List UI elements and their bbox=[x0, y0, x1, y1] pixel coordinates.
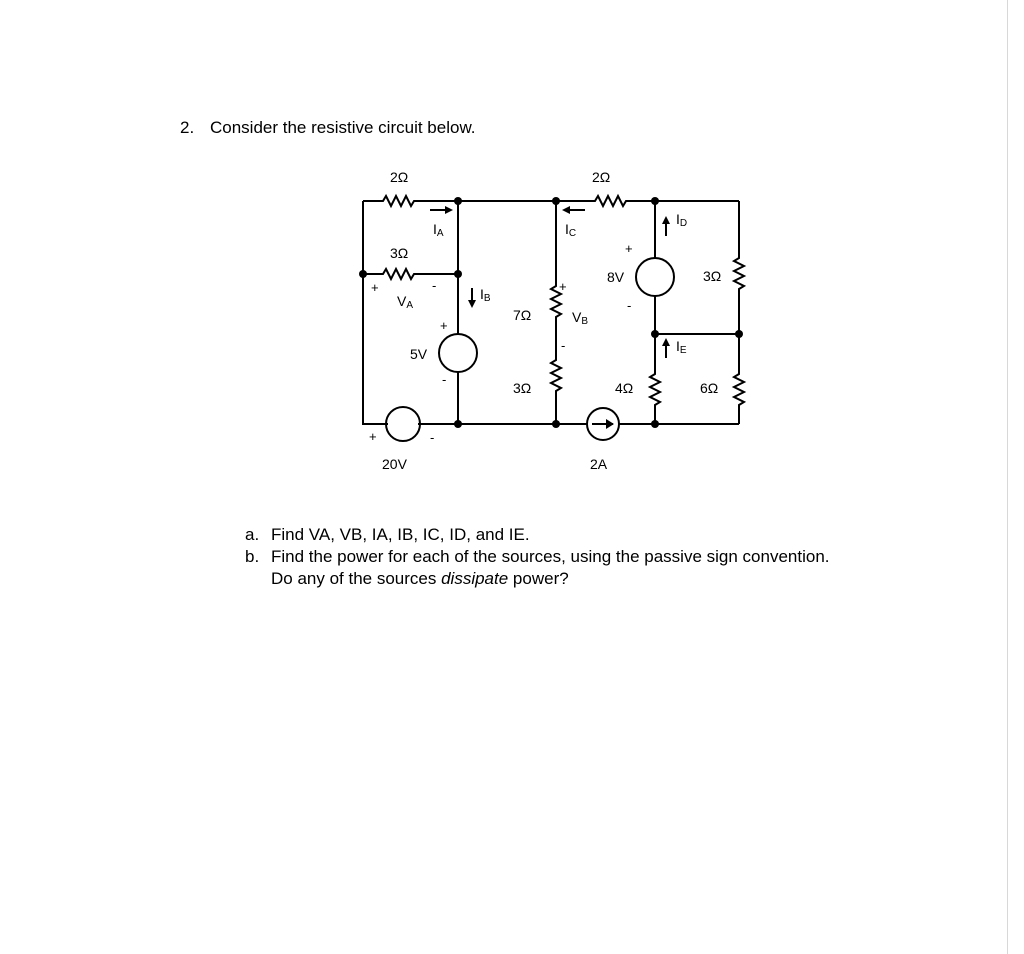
va-plus: + bbox=[371, 280, 379, 295]
part-b-label: b. bbox=[245, 547, 260, 566]
resistor-label-right-middle: 4Ω bbox=[615, 380, 634, 396]
vb-minus: - bbox=[561, 338, 566, 353]
source-label-2a: 2A bbox=[590, 456, 608, 472]
source-label-20v: 20V bbox=[382, 456, 407, 472]
resistor-label-top-left: 2Ω bbox=[390, 169, 409, 185]
5v-plus: + bbox=[440, 318, 448, 333]
part-b-text bbox=[271, 546, 830, 590]
circuit-diagram bbox=[340, 160, 760, 480]
part-b-line1: Find the power for each of the sources, using the passive sign convention. bbox=[271, 547, 830, 566]
part-a-label: a. bbox=[245, 525, 260, 544]
va-minus: - bbox=[432, 278, 437, 293]
label-ib: IB bbox=[480, 286, 491, 304]
label-ic: IC bbox=[565, 221, 577, 239]
label-id: ID bbox=[676, 211, 688, 229]
8v-plus: + bbox=[625, 241, 633, 256]
page-edge-line bbox=[1007, 0, 1008, 954]
20v-minus: - bbox=[430, 430, 435, 445]
question-number: 2. bbox=[180, 118, 195, 137]
8v-minus: - bbox=[627, 298, 632, 313]
20v-plus: + bbox=[369, 429, 377, 444]
label-ia: IA bbox=[433, 221, 444, 239]
part-a bbox=[245, 524, 830, 546]
part-b-line2-emphasis: dissipate bbox=[441, 569, 509, 588]
part-b-line2-before: Do any of the sources bbox=[271, 569, 442, 588]
resistor-label-center-upper: 7Ω bbox=[513, 307, 532, 323]
5v-minus: - bbox=[442, 372, 447, 387]
label-va: VA bbox=[397, 293, 414, 311]
question-heading bbox=[180, 118, 476, 138]
vb-plus: + bbox=[559, 279, 567, 294]
label-ie: IE bbox=[676, 338, 687, 356]
question-text: Consider the resistive circuit below. bbox=[210, 118, 476, 137]
resistor-label-far-right-lower: 6Ω bbox=[700, 380, 719, 396]
resistor-label-mid-left: 3Ω bbox=[390, 245, 409, 261]
resistor-label-far-right-upper: 3Ω bbox=[703, 268, 722, 284]
resistor-label-top-right: 2Ω bbox=[592, 169, 611, 185]
label-vb: VB bbox=[572, 309, 589, 327]
question-parts bbox=[245, 524, 830, 590]
part-a-text: Find VA, VB, IA, IB, IC, ID, and IE. bbox=[271, 525, 530, 544]
source-label-8v: 8V bbox=[607, 269, 625, 285]
resistor-label-center-lower: 3Ω bbox=[513, 380, 532, 396]
part-b bbox=[245, 546, 830, 590]
part-b-line2-after: power? bbox=[508, 569, 569, 588]
source-label-5v: 5V bbox=[410, 346, 428, 362]
